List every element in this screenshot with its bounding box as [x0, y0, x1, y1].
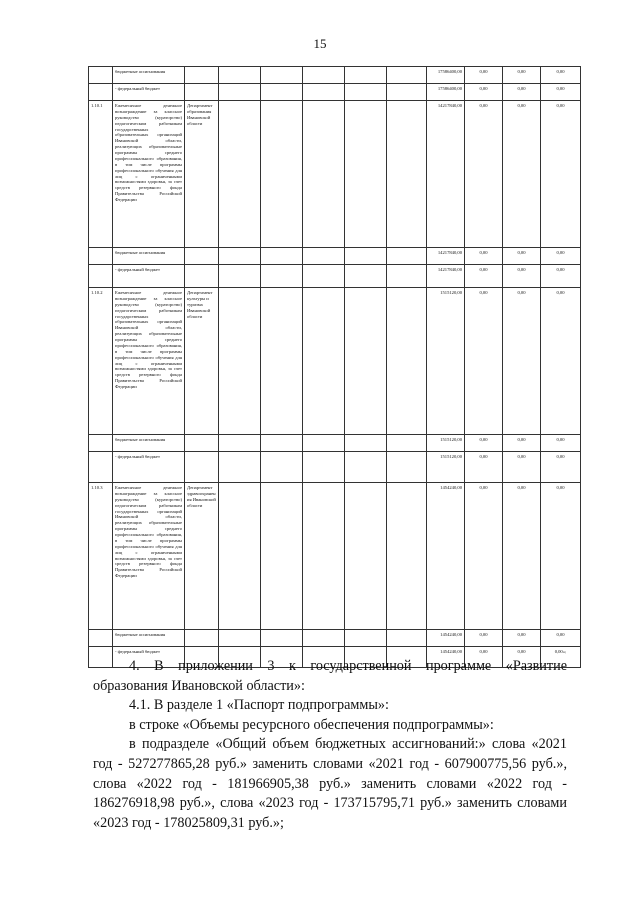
- row-code: [89, 630, 113, 647]
- row-amount-2021: 17586400,00: [427, 84, 465, 101]
- row-amount-2024: 0,00: [541, 435, 581, 452]
- empty-cell: [387, 483, 427, 630]
- row-amount-2021: 1454240,00: [427, 483, 465, 630]
- empty-cell: [387, 248, 427, 265]
- row-executor: Департамент образования Ивановской области: [185, 101, 219, 248]
- row-description: бюджетные ассигнования: [113, 630, 185, 647]
- empty-cell: [345, 84, 387, 101]
- empty-cell: [219, 265, 261, 288]
- row-amount-2022: 0,00: [465, 265, 503, 288]
- row-amount-2021: 14217840,00: [427, 265, 465, 288]
- empty-cell: [219, 248, 261, 265]
- empty-cell: [387, 84, 427, 101]
- row-executor: [185, 435, 219, 452]
- budget-table: [88, 66, 581, 668]
- empty-cell: [303, 288, 345, 435]
- empty-cell: [303, 84, 345, 101]
- row-executor: [185, 67, 219, 84]
- row-amount-2023: 0,00: [503, 265, 541, 288]
- empty-cell: [345, 452, 387, 483]
- row-description: бюджетные ассигнования: [113, 435, 185, 452]
- row-code: [89, 84, 113, 101]
- row-amount-2023: 0,00: [503, 248, 541, 265]
- row-amount-2023: 0,00: [503, 67, 541, 84]
- table-row: [89, 101, 581, 248]
- row-amount-2023: 0,00: [503, 647, 541, 668]
- row-executor: [185, 452, 219, 483]
- empty-cell: [387, 630, 427, 647]
- row-amount-2021: 17586400,00: [427, 67, 465, 84]
- row-executor: Департамент культуры и туризма Ивановской области: [185, 288, 219, 435]
- row-code: 1.10.3: [89, 483, 113, 630]
- row-amount-2023: 0,00: [503, 452, 541, 483]
- table-row: [89, 67, 581, 84]
- table-row: [89, 630, 581, 647]
- empty-cell: [219, 435, 261, 452]
- empty-cell: [303, 101, 345, 248]
- table-body: [89, 67, 581, 668]
- empty-cell: [303, 483, 345, 630]
- row-description: бюджетные ассигнования: [113, 67, 185, 84]
- row-code: [89, 435, 113, 452]
- empty-cell: [345, 630, 387, 647]
- row-description: Ежемесячное денежное вознаграждение за классное руководство (кураторство) педагогическим работникам государственных образовательных организаций Ивановской области, реализующих образовательные программы среднего профессионального образования, в том числе программы профессионального обучения для лиц с ограниченными возможностями здоровья, за счет средств резервного фонда Правительства Российской Федерации: [113, 101, 185, 248]
- row-amount-2024: 0,00: [541, 452, 581, 483]
- row-amount-2022: 0,00: [465, 84, 503, 101]
- row-amount-2022: 0,00: [465, 483, 503, 630]
- empty-cell: [303, 248, 345, 265]
- row-executor: [185, 630, 219, 647]
- row-code: 1.10.1: [89, 101, 113, 248]
- row-amount-2021: 1454240,00: [427, 647, 465, 668]
- empty-cell: [219, 483, 261, 630]
- empty-cell: [303, 452, 345, 483]
- empty-cell: [219, 84, 261, 101]
- row-executor: [185, 248, 219, 265]
- row-amount-2024: 0,00»;: [541, 647, 581, 668]
- row-executor: [185, 265, 219, 288]
- row-amount-2024: 0,00: [541, 248, 581, 265]
- empty-cell: [219, 288, 261, 435]
- table-row: [89, 435, 581, 452]
- empty-cell: [345, 265, 387, 288]
- row-amount-2024: 0,00: [541, 84, 581, 101]
- row-amount-2024: 0,00: [541, 265, 581, 288]
- paragraph-line-resources: в строке «Объемы ресурсного обеспечения подпрограммы»:: [129, 716, 494, 733]
- empty-cell: [345, 67, 387, 84]
- empty-cell: [219, 452, 261, 483]
- row-amount-2021: 1454240,00: [427, 630, 465, 647]
- row-amount-2022: 0,00: [465, 647, 503, 668]
- row-amount-2023: 0,00: [503, 101, 541, 248]
- paragraph-item-4: 4. В приложении 3 к государственной программе «Развитие образования Ивановской области»:: [93, 658, 567, 694]
- row-amount-2021: 1515120,00: [427, 435, 465, 452]
- row-code: [89, 248, 113, 265]
- amendment-text: [93, 657, 567, 833]
- row-amount-2022: 0,00: [465, 288, 503, 435]
- row-description: - федеральный бюджет: [113, 452, 185, 483]
- empty-cell: [261, 101, 303, 248]
- row-amount-2024: 0,00: [541, 101, 581, 248]
- row-amount-2024: 0,00: [541, 67, 581, 84]
- row-amount-2023: 0,00: [503, 435, 541, 452]
- row-description: Ежемесячное денежное вознаграждение за классное руководство (кураторство) педагогическим работникам государственных образовательных организаций Ивановской области, реализующих образовательные программы среднего профессионального образования, в том числе программы профессионального обучения для лиц с ограниченными возможностями здоровья, за счет средств резервного фонда Правительства Российской Федерации: [113, 288, 185, 435]
- row-amount-2024: 0,00: [541, 630, 581, 647]
- row-description: - федеральный бюджет: [113, 265, 185, 288]
- row-code: 1.10.2: [89, 288, 113, 435]
- page-number: 15: [313, 36, 327, 51]
- row-amount-2024: 0,00: [541, 288, 581, 435]
- paragraph-item-4-1: 4.1. В разделе 1 «Паспорт подпрограммы»:: [129, 697, 389, 714]
- row-code: [89, 265, 113, 288]
- row-amount-2021: 14217840,00: [427, 248, 465, 265]
- row-amount-2023: 0,00: [503, 288, 541, 435]
- table-row: [89, 288, 581, 435]
- empty-cell: [261, 288, 303, 435]
- row-code: [89, 452, 113, 483]
- row-description: - федеральный бюджет: [113, 84, 185, 101]
- empty-cell: [303, 630, 345, 647]
- table-row: [89, 452, 581, 483]
- empty-cell: [387, 435, 427, 452]
- row-amount-2022: 0,00: [465, 630, 503, 647]
- row-description: - федеральный бюджет: [113, 647, 185, 668]
- empty-cell: [345, 288, 387, 435]
- row-amount-2021: 14217840,00: [427, 101, 465, 248]
- table-row: [89, 265, 581, 288]
- empty-cell: [261, 265, 303, 288]
- empty-cell: [345, 483, 387, 630]
- row-amount-2022: 0,00: [465, 452, 503, 483]
- empty-cell: [219, 630, 261, 647]
- paragraph-subsection-budget: в подразделе «Общий объем бюджетных ассигнований:» слова «2021 год - 527277865,28 руб.» заменить словами «2021 год - 607900775,56 руб.», слова «2022 год - 181966905,38 руб.» заменить словами «2022 год - 186276918,98 руб.», слова «2023 год - 173715795,71 руб.» заменить словами «2023 год - 178025809,31 руб.»;: [93, 736, 567, 831]
- empty-cell: [345, 435, 387, 452]
- row-executor: Департамент здравоохранения Ивановской области: [185, 483, 219, 630]
- row-amount-2024: 0,00: [541, 483, 581, 630]
- empty-cell: [387, 452, 427, 483]
- empty-cell: [345, 248, 387, 265]
- empty-cell: [261, 248, 303, 265]
- row-amount-2021: 1515120,00: [427, 452, 465, 483]
- empty-cell: [387, 265, 427, 288]
- empty-cell: [345, 101, 387, 248]
- row-amount-2023: 0,00: [503, 483, 541, 630]
- table-row: [89, 84, 581, 101]
- empty-cell: [387, 67, 427, 84]
- empty-cell: [261, 630, 303, 647]
- row-amount-2022: 0,00: [465, 435, 503, 452]
- empty-cell: [303, 265, 345, 288]
- row-description: Ежемесячное денежное вознаграждение за классное руководство (кураторство) педагогическим работникам государственных организаций Ивановской области, реализующих образовательные программы среднего профессионального образования, в том числе программы профессионального обучения для лиц с ограниченными возможностями здоровья, за счет средств резервного фонда Правительства Российской Федерации: [113, 483, 185, 630]
- empty-cell: [219, 67, 261, 84]
- row-amount-2023: 0,00: [503, 84, 541, 101]
- row-amount-2022: 0,00: [465, 248, 503, 265]
- row-amount-2023: 0,00: [503, 630, 541, 647]
- row-code: [89, 67, 113, 84]
- row-amount-2021: 1515120,00: [427, 288, 465, 435]
- table-row: [89, 248, 581, 265]
- empty-cell: [261, 483, 303, 630]
- empty-cell: [387, 101, 427, 248]
- empty-cell: [303, 435, 345, 452]
- empty-cell: [219, 101, 261, 248]
- table-row: [89, 483, 581, 630]
- empty-cell: [261, 435, 303, 452]
- empty-cell: [303, 67, 345, 84]
- row-amount-2022: 0,00: [465, 101, 503, 248]
- row-executor: [185, 84, 219, 101]
- empty-cell: [261, 84, 303, 101]
- row-amount-2022: 0,00: [465, 67, 503, 84]
- empty-cell: [261, 452, 303, 483]
- empty-cell: [387, 288, 427, 435]
- row-description: бюджетные ассигнования: [113, 248, 185, 265]
- empty-cell: [261, 67, 303, 84]
